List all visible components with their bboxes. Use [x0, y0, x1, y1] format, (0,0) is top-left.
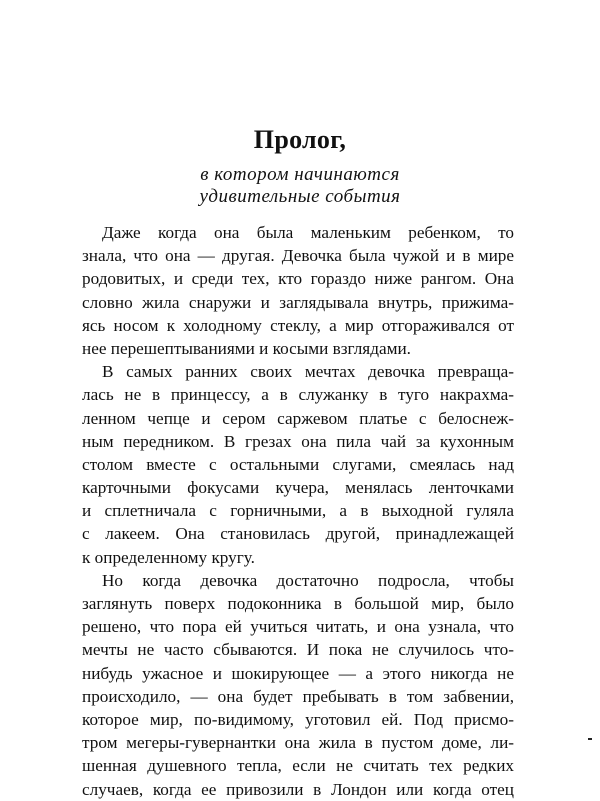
- text-line: происходило, — она будет пребывать в том забвении,: [82, 686, 514, 706]
- page-corner-mark: [588, 738, 592, 740]
- text-line: нее перешептываниями и косыми взглядами.: [82, 338, 411, 358]
- text-line: случаев, когда ее привозили в Лондон или когда отец: [82, 779, 514, 799]
- text-line: словно жила снаружи и заглядывала внутрь, прижима-: [82, 292, 514, 312]
- text-line: и сплетничала с горничными, а в выходной гуляла: [82, 501, 514, 521]
- text-line: тром мегеры-гувернантки она жила в пустом доме, ли-: [82, 733, 514, 753]
- text-line: ясь носом к холодному стеклу, а мир отгораживался от: [82, 315, 514, 335]
- chapter-title: Пролог,: [253, 125, 347, 154]
- text-line: заглянуть поверх подоконника в большой мир, было: [82, 594, 514, 613]
- text-line: ным передником. В грезах она пила чай за кухонным: [82, 431, 514, 451]
- text-line: к определенному кругу.: [82, 547, 255, 567]
- text-line: Но когда девочка достаточно подросла, чтобы: [102, 570, 514, 590]
- body-text: [82, 221, 514, 801]
- text-line: родовитых, и среди тех, кто гораздо ниже рангом. Она: [82, 269, 514, 289]
- text-line: шенная душевного тепла, если не считать тех редких: [82, 756, 514, 776]
- text-line: карточными фокусами кучера, менялась ленточками: [82, 478, 514, 498]
- text-line: столом вместе с остальными слугами, смеялась над: [82, 454, 514, 474]
- text-line: мечты не часто сбываются. И пока не случилось что-: [82, 640, 514, 660]
- text-line: знала, что она — другая. Девочка была чужой и в мире: [82, 246, 514, 266]
- text-line: Даже когда она была маленьким ребенком, то: [102, 223, 514, 242]
- text-line: ленном чепце и сером саржевом платье с белоснеж-: [82, 408, 514, 428]
- text-line: лась не в принцессу, а в служанку в туго накрахма-: [82, 385, 514, 405]
- text-line: которое мир, по-видимому, уготовил ей. Под присмо-: [82, 709, 514, 729]
- text-line: решено, что пора ей учиться читать, и она узнала, что: [82, 617, 514, 637]
- text-line: с лакеем. Она становилась другой, принадлежащей: [82, 524, 514, 544]
- text-line: нибудь ужасное и шокирующее — а этого никогда не: [82, 663, 514, 683]
- text-line: В самых ранних своих мечтах девочка превраща-: [102, 362, 514, 382]
- chapter-subtitle-line-2: удивительные события: [199, 186, 401, 207]
- chapter-subtitle-line-1: в котором начинаются: [200, 164, 400, 185]
